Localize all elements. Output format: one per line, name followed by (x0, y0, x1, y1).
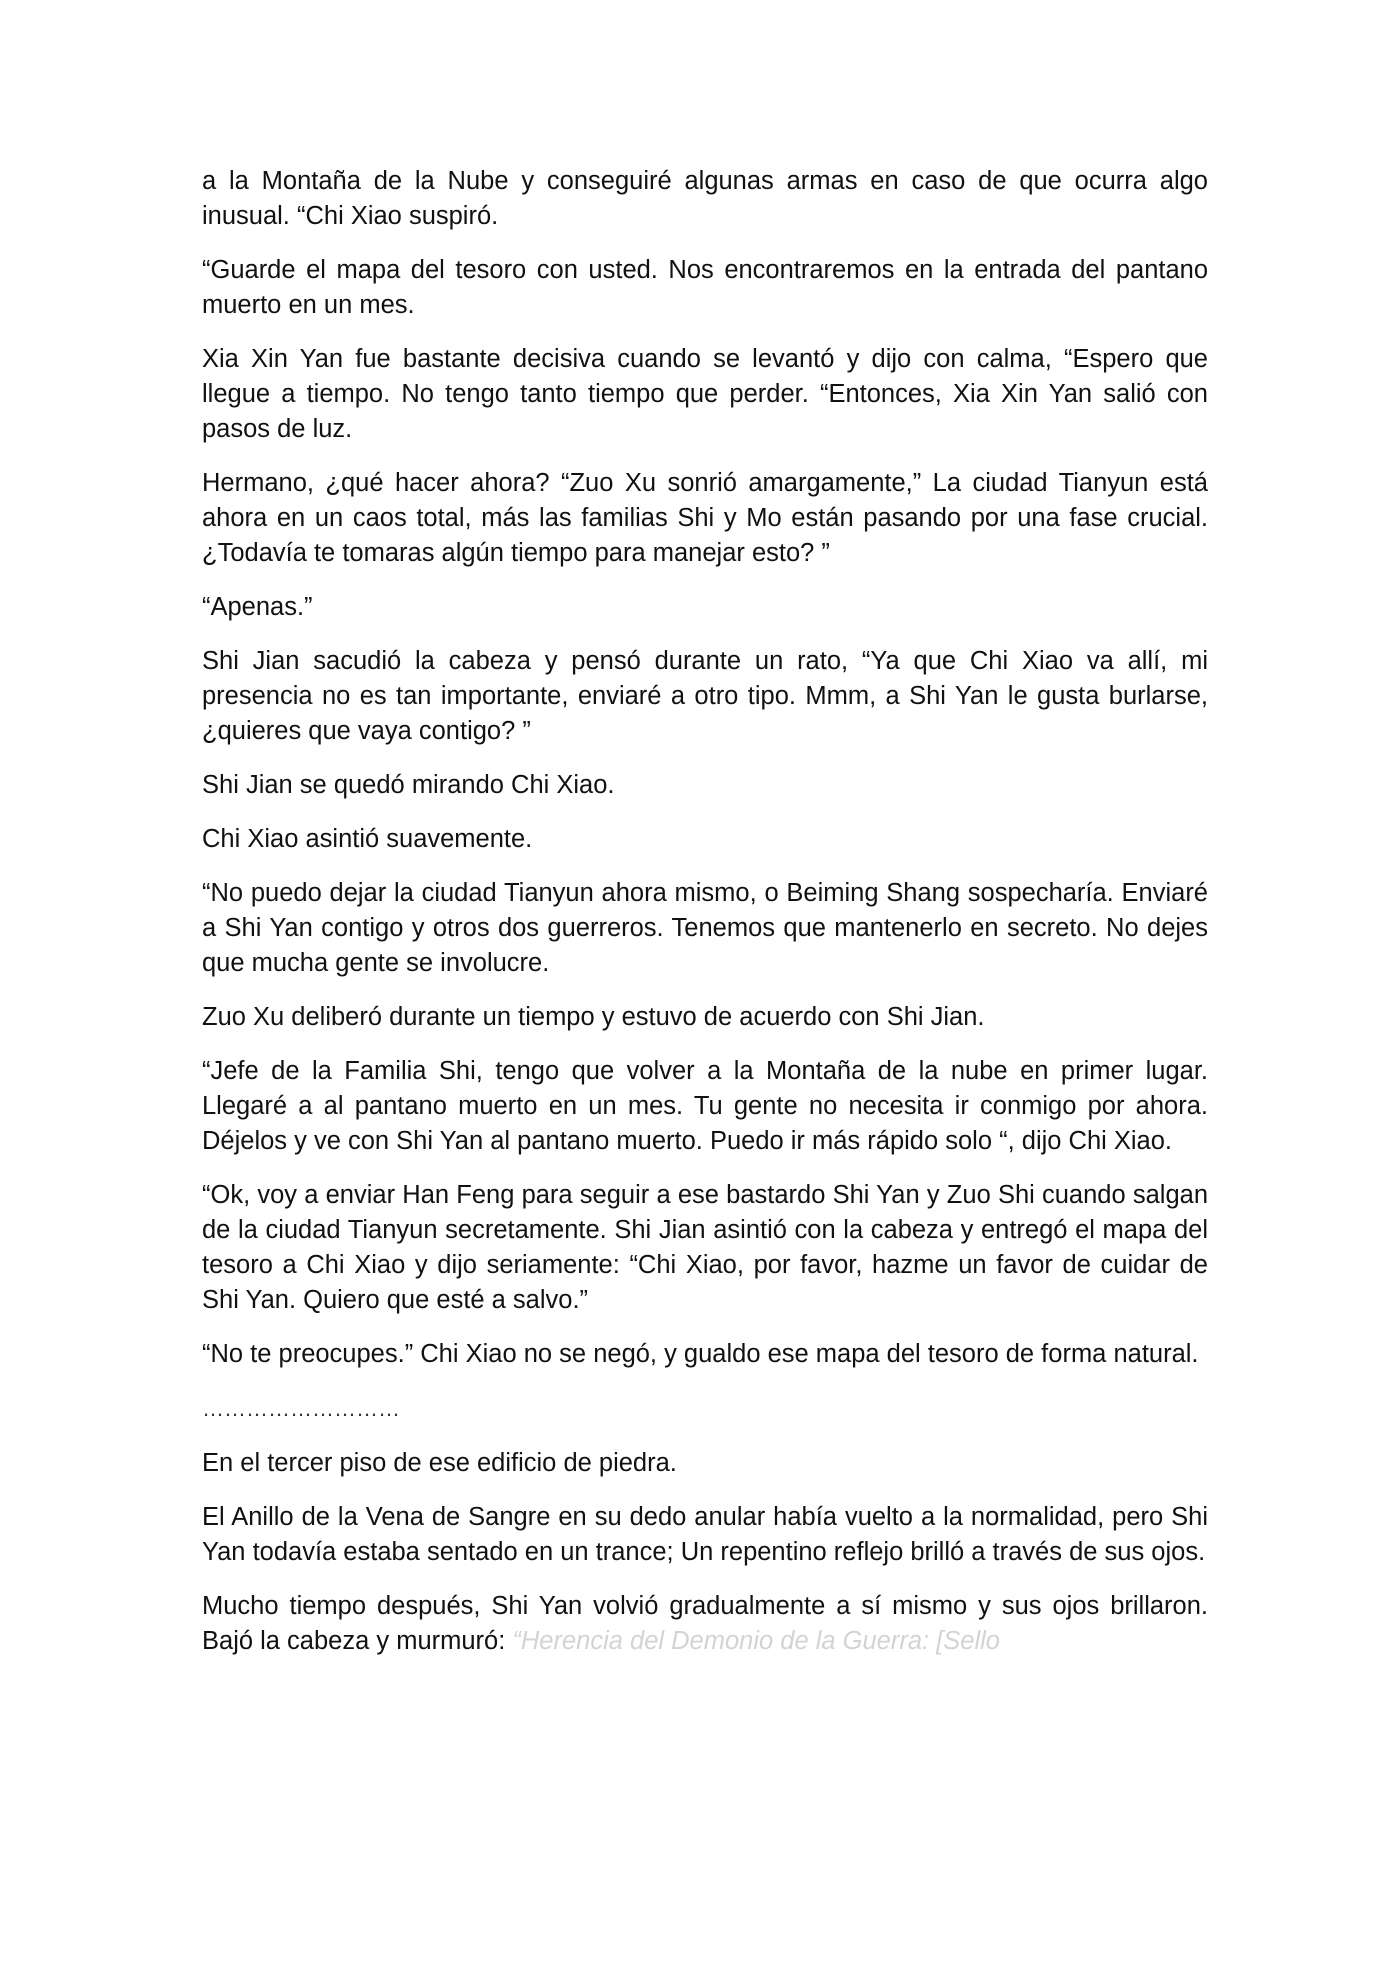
paragraph: Shi Jian sacudió la cabeza y pensó durante un rato, “Ya que Chi Xiao va allí, mi presencia no es tan importante, enviaré a otro tipo. Mmm, a Shi Yan le gusta burlarse, ¿quieres que vaya contigo? ” (202, 647, 1208, 745)
paragraph: En el tercer piso de ese edificio de piedra. (202, 1449, 677, 1477)
paragraph: “No te preocupes.” Chi Xiao no se negó, y gualdo ese mapa del tesoro de forma natural. (202, 1340, 1199, 1368)
paragraph: “No puedo dejar la ciudad Tianyun ahora mismo, o Beiming Shang sospecharía. Enviaré a Shi Yan contigo y otros dos guerreros. Tenemos que mantenerlo en secreto. No dejes que mucha gente se involucre. (202, 879, 1208, 977)
paragraph: Chi Xiao asintió suavemente. (202, 825, 533, 853)
paragraph: “Jefe de la Familia Shi, tengo que volver a la Montaña de la nube en primer lugar. Llegaré a al pantano muerto en un mes. Tu gente no necesita ir conmigo por ahora. Déjelos y ve con Shi Yan al pantano muerto. Puedo ir más rápido solo “, dijo Chi Xiao. (202, 1057, 1208, 1155)
paragraph: Zuo Xu deliberó durante un tiempo y estuvo de acuerdo con Shi Jian. (202, 1003, 985, 1031)
paragraph: Hermano, ¿qué hacer ahora? “Zuo Xu sonrió amargamente,” La ciudad Tianyun está ahora en un caos total, más las familias Shi y Mo están pasando por una fase crucial. ¿Todavía te tomaras algún tiempo para manejar esto? ” (202, 469, 1208, 567)
document-body (202, 164, 1208, 1678)
paragraph: “Guarde el mapa del tesoro con usted. Nos encontraremos en la entrada del pantano muerto en un mes. (202, 256, 1208, 319)
section-separator: ……………………… (202, 1396, 400, 1421)
paragraph: “Ok, voy a enviar Han Feng para seguir a ese bastardo Shi Yan y Zuo Shi cuando salgan de la ciudad Tianyun secretamente. Shi Jian asintió con la cabeza y entregó el mapa del tesoro a Chi Xiao y dijo seriamente: “Chi Xiao, por favor, hazme un favor de cuidar de Shi Yan. Quiero que esté a salvo.” (202, 1181, 1208, 1314)
paragraph-text: Mucho tiempo después, Shi Yan volvió gradualmente a sí mismo y sus ojos brillaron. Bajó la cabeza y murmuró: (202, 1592, 1208, 1655)
paragraph: Xia Xin Yan fue bastante decisiva cuando se levantó y dijo con calma, “Espero que llegue a tiempo. No tengo tanto tiempo que perder. “Entonces, Xia Xin Yan salió con pasos de luz. (202, 345, 1208, 443)
last-paragraph (202, 1589, 1208, 1659)
faded-quote: “Herencia del Demonio de la Guerra: [Sello (512, 1627, 1000, 1655)
paragraph: El Anillo de la Vena de Sangre en su dedo anular había vuelto a la normalidad, pero Shi Yan todavía estaba sentado en un trance; Un repentino reflejo brilló a través de sus ojos. (202, 1503, 1208, 1566)
paragraph: Shi Jian se quedó mirando Chi Xiao. (202, 771, 615, 799)
paragraph: “Apenas.” (202, 593, 313, 621)
paragraph: a la Montaña de la Nube y conseguiré algunas armas en caso de que ocurra algo inusual. “Chi Xiao suspiró. (202, 167, 1208, 230)
